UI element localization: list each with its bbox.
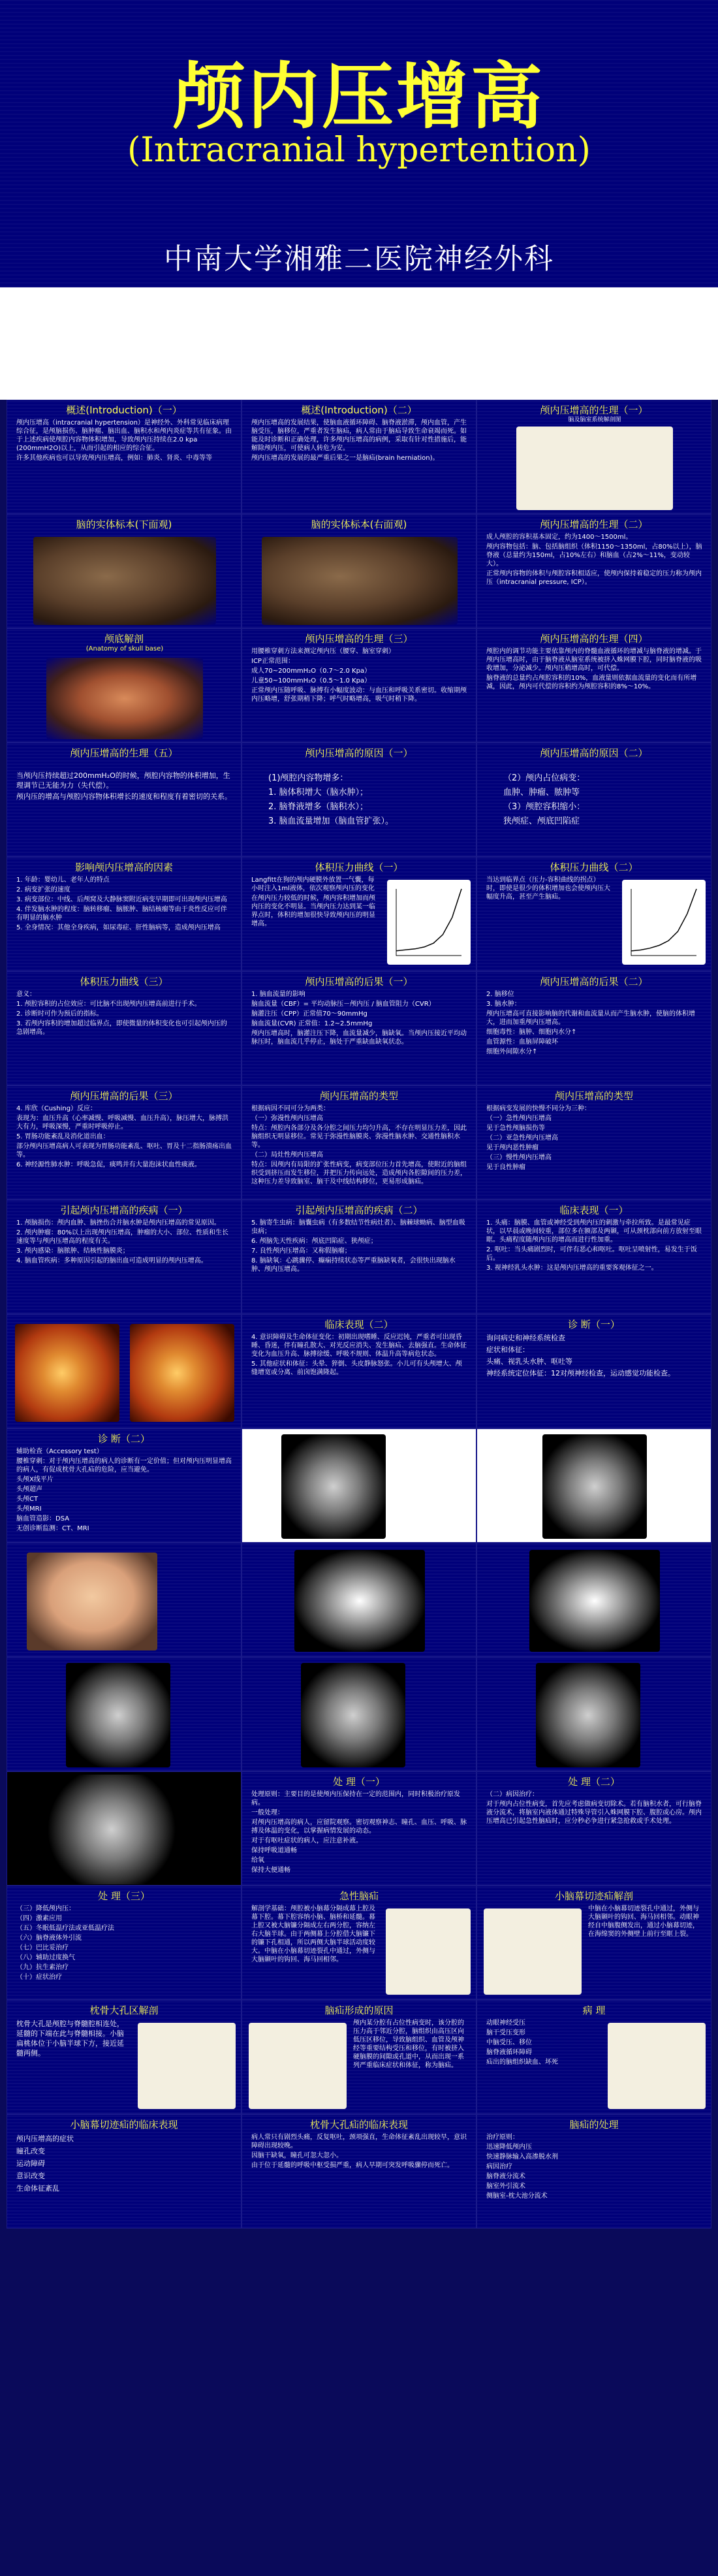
slide-text: 脑灌注压（CPP）正常值70～90mmHg <box>251 1010 367 1018</box>
slide-text: 表现为：血压升高（心率减慢、呼吸减慢、血压升高），脉压增大，脉搏洪大有力，呼吸深慢，严重时呼吸停止。 <box>16 1115 228 1131</box>
infant-hydrocephalus-photo <box>27 1553 157 1650</box>
slide-text: 3. 视神经乳头水肿：这是颅内压增高的重要客观体征之一。 <box>486 1264 658 1272</box>
slide-physiology-3[interactable] <box>242 628 476 743</box>
slide-text: 一般处理： <box>251 1809 284 1816</box>
slide-text: 1. 脑体积增大（脑水肿）； <box>268 788 369 797</box>
pathology-diagram <box>608 2023 706 2109</box>
herniation-diagram <box>386 1908 471 1995</box>
ct-scan-image <box>301 1663 405 1767</box>
slide-title: 脑的实体标本(右面观) <box>311 519 407 530</box>
slide-text: （七）巴比妥治疗 <box>16 1944 69 1952</box>
slide-text: 2. 呕吐：当头痛剧烈时，可伴有恶心和呕吐。呕吐呈喷射性，易发生于饭后。 <box>486 1246 697 1262</box>
slide-title: 颅内压增高的原因（二） <box>540 747 648 759</box>
slide-text: 颅内压增高的发展的最严重后果之一是脑疝(brain herniation)。 <box>251 455 439 462</box>
slide-text: 神经系统定位体征：12对颅神经检查，运动感觉功能检查。 <box>486 1369 675 1377</box>
slide-text: Langfitt在狗的颅内硬膜外放置一气囊，每小时注入1ml液体，依次观察颅内压的变化 <box>251 877 375 892</box>
slide-physiology-2[interactable] <box>476 514 711 628</box>
ct-scan-image <box>536 1663 640 1767</box>
slide-consequences-1[interactable] <box>242 971 476 1086</box>
slide-text: 正常颅内压随呼吸、脉搏有小幅度波动：与血压和呼吸关系密切。收缩期颅内压略增，舒张期稍下降；呼气时略增高，吸气时稍下降。 <box>251 687 467 703</box>
slide-text: 4. 脑血管疾病：多种原因引起的脑出血可造成明显的颅内压增高。 <box>16 1257 208 1264</box>
slide-text: 5. 脑寄生虫病：脑囊虫病（有多数结节性病灶者）、脑棘球蚴病、脑型血吸虫病； <box>251 1219 465 1235</box>
slide-text: 1. 颅腔容积的占位效应：可比脑不出现颅内压增高前进行手术。 <box>16 1001 201 1008</box>
slide-text: 见于颅内恶性肿瘤 <box>486 1144 538 1151</box>
slide-text: 辅助检查（Accessory test） <box>16 1448 103 1455</box>
slide-foramen-magnum-anatomy[interactable] <box>7 2000 242 2114</box>
slide-text: 颅内压增高（intracranial hypertension）是神经外、外科常见临床病理综合征，是颅脑损伤、脑肿瘤、脑出血、脑积水和颅内炎症等共有征象。由于上述疾病使颅腔内容物体积增加，导致颅内压持续在2.0 kpa (200mmH2O)以上，从而引起的相应的综合征。 <box>16 419 232 452</box>
slide-text: 头颅MRI <box>16 1505 42 1513</box>
slide-text: 2. 病变扩张的速度 <box>16 886 70 894</box>
slide-text: 脑血流量(CVR) 正常值：1.2~2.5mmHg <box>251 1020 373 1027</box>
slide-text: （十）症状治疗 <box>16 1974 62 1981</box>
slide-text: 血管源性：血脑屏障破坏 <box>486 1038 558 1046</box>
slide-text: 狭颅症、颅底凹陷症 <box>503 816 580 826</box>
slide-treatment-1[interactable] <box>242 1771 476 1886</box>
slide-text: 瞳孔改变 <box>16 2147 45 2155</box>
slide-diagnosis-1[interactable] <box>476 1314 711 1428</box>
slide-title: 颅内压增高的生理（二） <box>540 519 648 530</box>
slide-text: 枕骨大孔是颅腔与脊髓腔相连处，延髓的下端在此与脊髓相接。小脑扁桃体位于小脑半球下方，接近延髓两侧。 <box>16 2020 124 2057</box>
pressure-volume-curve-svg <box>387 880 471 965</box>
slide-text: 快速静脉输入高渗脱水剂 <box>486 2153 558 2161</box>
slide-herniation-treatment[interactable] <box>476 2114 711 2229</box>
slide-title: 处 理（三） <box>98 1890 150 1902</box>
slide-text: 3. 脑水肿： <box>486 1001 521 1008</box>
slide-ct-4[interactable] <box>242 1657 476 1771</box>
slide-text: 见于良性肿瘤 <box>486 1164 525 1171</box>
slide-tentorial-clinical[interactable] <box>7 2114 242 2229</box>
slide-text: 颅内某分腔有占位性病变时，该分腔的压力高于邻近分腔，脑组织由高压区向低压区移位，导致脑组织、血管及颅神经等重要结构受压和移位，有时被挤入硬脑膜的间隙或孔道中，从而出现一系列严重临床症状和体征，称为脑疝。 <box>353 2020 464 2069</box>
slide-text: 头痛、视乳头水肿、呕吐等 <box>486 1357 572 1366</box>
slide-text: 中脑受压、移位 <box>486 2039 532 2046</box>
slide-subtitle: (Anatomy of skull base) <box>86 645 164 652</box>
slide-physiology-1[interactable] <box>476 400 711 514</box>
slide-text: 对于有呕吐症状的病人，应注意补液。 <box>251 1837 362 1844</box>
slide-ct-5[interactable] <box>476 1657 711 1771</box>
slide-introduction-2[interactable] <box>242 400 476 514</box>
slide-text: 当颅内压持续超过200mmH₂O的时候，颅腔内容物的体积增加，生理调节已无能为力（失代偿）。 <box>16 771 230 790</box>
slide-title: 颅底解剖 <box>104 633 144 645</box>
mri-image <box>294 1550 425 1652</box>
slide-types-1[interactable] <box>242 1086 476 1200</box>
ct-scan-image <box>66 1663 170 1767</box>
slide-treatment-2[interactable] <box>476 1771 711 1886</box>
main-title: 颅内压增高 <box>173 55 545 138</box>
slide-title: 诊 断（一） <box>568 1319 620 1330</box>
slide-pv-curve-2[interactable] <box>476 857 711 971</box>
slide-title: 颅内压增高的后果（三） <box>70 1090 178 1102</box>
slide-text: 中脑在小脑幕切迹裂孔中通过，外侧与大脑颞叶的钩回、海马回相邻。动眼神经自中脑腹侧发出，通过小脑幕切迹，在海绵窦的外侧壁上前行至眶上裂。 <box>588 1905 699 1938</box>
pressure-volume-curve-svg <box>622 880 706 965</box>
slide-physiology-5[interactable] <box>7 743 242 857</box>
pressure-volume-line <box>631 889 696 951</box>
slide-title: 颅内压增高的原因（一） <box>305 747 413 759</box>
slide-title: 颅内压增高的生理（三） <box>305 633 413 645</box>
slide-mri-2[interactable] <box>476 1543 711 1657</box>
slide-causes-2[interactable] <box>476 743 711 857</box>
slide-text: （三）慢性颅内压增高 <box>486 1154 552 1161</box>
slide-text: 保持呼吸道通畅 <box>251 1847 297 1854</box>
slide-herniation-causes[interactable] <box>242 2000 476 2114</box>
pressure-volume-line <box>396 889 461 951</box>
slide-title: 颅内压增高的生理（四） <box>540 633 648 645</box>
slide-text: （八）辅助过度换气 <box>16 1954 75 1961</box>
slide-text: 儿童50~100mmH₂O（0.5～1.0 Kpa） <box>251 677 371 684</box>
slide-text: 脑干受压变形 <box>486 2029 525 2037</box>
slide-title: 颅内压增高的生理（五） <box>70 747 178 759</box>
slide-text: 因脑干缺氧，瞳孔可忽大忽小。 <box>251 2152 343 2159</box>
slide-text: 脑脊液循环障碍 <box>486 2049 532 2056</box>
slide-causes-1[interactable] <box>242 743 476 857</box>
slide-text: 根据病变发展的快慢不同分为三种： <box>486 1105 591 1112</box>
slide-title: 影响颅内压增高的因素 <box>74 861 173 873</box>
slide-diagnosis-2[interactable] <box>7 1428 242 1543</box>
mri-image <box>529 1550 660 1652</box>
slide-clinical-2[interactable] <box>242 1314 476 1428</box>
slide-text: 8. 脑缺氧：心跳骤停、癫痫持续状态等严重脑缺氧者，会很快出现脑水肿、颅内压增高。 <box>251 1257 456 1273</box>
slide-text: 脑室外引流术 <box>486 2183 525 2190</box>
slide-text: （九）抗生素治疗 <box>16 1964 69 1971</box>
slide-grid <box>0 400 718 2576</box>
slide-title: 脑疝形成的原因 <box>324 2004 394 2016</box>
slide-text: （五）冬眠低温疗法或亚低温疗法 <box>16 1925 114 1932</box>
image-caption: 脑及脑室系统解剖图 <box>568 417 621 423</box>
slide-text: 1. 头痛：脑膜、血管或神经受到颅内压的刺激与牵拉所致。是最常见症状，以早晨或晚间较重，部位多在额部及两颞，可从颈枕部向前方放射至眼眶。头痛程度随颅内压的增高而进行性加重。 <box>486 1219 702 1244</box>
slide-text: 颅腔内的调节功能主要依靠颅内的脊髓血液循环的增减与脑脊液的增减。于颅内压增高时，由于脑脊液从脑室系统被挤入蛛网膜下腔，同时脑脊液的吸收增加，分泌减少。颅内压稍增高时，可代偿。 <box>486 648 702 672</box>
chart-axes <box>631 889 696 956</box>
slide-text: 见于急性颅脑损伤等 <box>486 1125 545 1132</box>
slide-title: 引起颅内压增高的疾病（一） <box>60 1204 188 1216</box>
slide-text: 特点：因颅内有局限的扩张性病变，病变部位压力首先增高，使附近的脑组织受到挤压而发生移位，并把压力传向远处，造成颅内各腔隙间的压力差，这种压力差导致脑室、脑干及中线结构移位，更易形成脑疝。 <box>251 1161 467 1185</box>
slide-text: 3. 脑血流量增加（脑血管扩张）。 <box>268 816 394 826</box>
slide-text: 3. 若颅内容积的增加超过临界点，即使微量的体积变化也可引起颅内压的急剧增高。 <box>16 1020 227 1036</box>
slide-title: 颅内压增高的生理（一） <box>540 404 648 416</box>
slide-brain-specimen-inferior[interactable] <box>7 514 242 628</box>
slide-title: 枕骨大孔疝的临床表现 <box>309 2119 408 2131</box>
slide-text: 2. 脑脊液增多（脑积水）； <box>268 802 369 812</box>
ct-scan-image <box>46 1775 177 1884</box>
slide-text: 血肿、肿瘤、脓肿等 <box>503 788 580 797</box>
fundus-photo-right <box>130 1324 234 1422</box>
slide-text: （一）弥漫性颅内压增高 <box>251 1115 323 1122</box>
slide-text: 6. 颅脑先天性疾病：颅底凹陷症、狭颅症； <box>251 1238 377 1245</box>
slide-types-2[interactable] <box>476 1086 711 1200</box>
slide-title: 枕骨大孔区解剖 <box>89 2004 159 2016</box>
slide-text: 3. 病变部位：中线、后颅窝及大静脉窦附近病变早期即可出现颅内压增高 <box>16 896 227 903</box>
skull-base-image <box>46 658 203 739</box>
slide-text: 4. 意识障碍及生命体征变化：初期出现嗜睡、反应迟钝，严重者可出现昏睡、昏迷，伴有瞳孔散大、对光反应消失、发生脑疝、去脑强直。生命体征变化为血压升高、脉搏徐缓、呼吸不规则、体温升高等病危状态。 <box>251 1334 467 1358</box>
slide-title: 概述(Introduction)（一） <box>66 404 182 416</box>
slide-text: 意识改变 <box>16 2172 45 2180</box>
slide-text: 用腰椎穿刺方法来测定颅内压（腰穿、脑室穿刺） <box>251 648 395 655</box>
slide-text: 保持大便通畅 <box>251 1867 290 1874</box>
slide-title: 小脑幕切迹疝解剖 <box>554 1890 633 1902</box>
slide-text: 运动障碍 <box>16 2159 45 2168</box>
slide-text: （一）急性颅内压增高 <box>486 1115 552 1122</box>
slide-text: 许多其他疾病也可以导致颅内压增高，例如：肺炎、肾炎、中毒等等 <box>16 455 212 462</box>
slide-text: 成人70~200mmH₂O（0.7～2.0 Kpa） <box>251 668 371 675</box>
slide-consequences-3[interactable] <box>7 1086 242 1200</box>
slide-text: 特点：颅腔内各部分及各分腔之间压力均匀升高，不存在明显压力差，因此脑组织无明显移位。常见于弥漫性脑膜炎、弥漫性脑水肿、交通性脑积水等。 <box>251 1125 467 1149</box>
slide-infant-photo[interactable] <box>7 1543 242 1657</box>
slide-text: 1. 年龄：婴幼儿、老年人的特点 <box>16 877 110 884</box>
slide-text: （四）激素应用 <box>16 1915 62 1922</box>
slide-text: 颅内压的增高与颅腔内容物体积增长的速度和程度有着密切的关系。 <box>16 792 232 801</box>
foramen-magnum-diagram <box>138 2023 236 2109</box>
slide-text: 解剖学基础：颅腔被小脑幕分隔成幕上腔及幕下腔。幕下腔容纳小脑、脑桥和延髓。幕上腔又被大脑镰分隔成左右两分腔，容纳左右大脑半球。由于两侧幕上分腔借大脑镰下的镰下孔相通，所以两侧大脑半球活动度较大。中脑在小脑幕切迹裂孔中通过，外侧与大脑颞叶的钩回、海马回相邻。 <box>251 1905 375 1963</box>
slide-diseases-2[interactable] <box>242 1200 476 1314</box>
slide-text: （二）局灶性颅内压增高 <box>251 1151 323 1159</box>
slide-text: 成人颅腔的容积基本固定，约为1400～1500ml。 <box>486 534 632 541</box>
slide-text: 部分颅内压增高病人可表现为胃肠功能紊乱、呕吐、胃及十二指肠溃疡出血等。 <box>16 1143 232 1159</box>
slide-text: （3）颅腔容积缩小： <box>503 802 585 812</box>
slide-text: 当达到临界点（压力-容积曲线的拐点）时，即使是很少的体积增加也会使颅内压大幅度升高，甚至产生脑疝。 <box>486 877 610 901</box>
slide-ct-scans-1[interactable] <box>242 1428 476 1543</box>
slide-ct-scans-2[interactable] <box>476 1428 711 1543</box>
slide-text: 病人常只有剧烈头痛，反复呕吐，颈项强直，生命体征紊乱出现较早，意识障碍出现较晚。 <box>251 2134 467 2149</box>
slide-text: 处理原则：主要目的是使颅内压保持在一定的范围内，同时积极治疗原发病。 <box>251 1791 460 1807</box>
slide-title: 体积压力曲线（二） <box>550 861 638 873</box>
slide-ct-3[interactable] <box>7 1657 242 1771</box>
slide-text: 病因治疗 <box>486 2163 512 2170</box>
slide-diseases-1[interactable] <box>7 1200 242 1314</box>
slide-text: 头颅CT <box>16 1496 39 1503</box>
slide-text: 4. 伴发脑水肿的程度：脑转移瘤、脑脓肿、脑结核瘤等由于炎性反应可伴有明显的脑水肿 <box>16 906 227 922</box>
slide-text: 头颅X线平片 <box>16 1476 54 1483</box>
slide-text: 脑血流量（CBF）= 平均动脉压－颅内压 / 脑血管阻力（CVR） <box>251 1001 435 1008</box>
slide-influencing-factors[interactable] <box>7 857 242 971</box>
slide-introduction-1[interactable] <box>7 400 242 514</box>
slide-text: 询问病史和神经系统检查 <box>486 1334 565 1342</box>
slide-text: 给氧 <box>251 1857 264 1864</box>
slide-title: 诊 断（二） <box>98 1433 150 1445</box>
slide-text: （二）亚急性颅内压增高 <box>486 1135 558 1142</box>
slide-title: 引起颅内压增高的疾病（二） <box>295 1204 423 1216</box>
slide-text: (1)颅腔内容物增多： <box>268 773 349 783</box>
slide-text: 4. 库欣（Cushing）反应： <box>16 1105 97 1112</box>
slide-title: 临床表现（一） <box>559 1204 629 1216</box>
slide-tentorial-anatomy[interactable] <box>476 1886 711 2000</box>
slide-acute-herniation[interactable] <box>242 1886 476 2000</box>
slide-text: 1. 脑血流量的影响 <box>251 991 305 998</box>
slide-title: 处 理（一） <box>333 1776 385 1788</box>
slide-text: 颅内压增高的症状 <box>16 2134 74 2143</box>
slide-text: 3. 颅内感染：脑脓肿、结核性脑膜炎； <box>16 1248 129 1255</box>
slide-title: 脑的实体标本(下面观) <box>76 519 172 530</box>
slide-text: （2）颅内占位病变： <box>503 773 585 783</box>
slide-text: 5. 胃肠功能紊乱及消化道出血： <box>16 1133 110 1140</box>
slide-title: 脑疝的处理 <box>569 2119 619 2131</box>
slide-text: 2. 诊断时可作为预后的指标。 <box>16 1010 103 1018</box>
slide-mri-1[interactable] <box>242 1543 476 1657</box>
slide-text: 无创诊断监测：CT、MRI <box>16 1525 89 1532</box>
ct-scan-image <box>542 1434 647 1539</box>
slide-text: 颅内容物包括：脑、包括脑组织（体积1150～1350ml，占80%以上），脑脊液（总量约为150ml，占10%左右）和脑血（占2%～11%，变动较大）。 <box>486 543 702 568</box>
slide-title: 颅内压增高的类型 <box>319 1090 398 1102</box>
slide-text: （三）降低颅内压： <box>16 1905 75 1912</box>
slide-fundus-photos[interactable] <box>7 1314 242 1428</box>
slide-text: 1. 颅脑损伤：颅内血肿、脑挫伤合并脑水肿是颅内压增高的常见原因。 <box>16 1219 221 1227</box>
slide-brain-specimen-lateral[interactable] <box>242 514 476 628</box>
department-subtitle: 中南大学湘雅二医院神经外科 <box>164 242 554 276</box>
slide-text: 5. 全身情况：其他全身疾病，如尿毒症、肝性脑病等，造成颅内压增高 <box>16 924 221 931</box>
slide-text: 6. 神经源性肺水肿：呼吸急促，痰鸣并有大量泡沫状血性痰液。 <box>16 1161 201 1168</box>
slide-text: 颅内压增高时，脑灌注压下降，血流量减少，脑缺氧。当颅内压接近平均动脉压时，脑血流几乎停止，脑处于严重缺血缺氧状态。 <box>251 1030 467 1046</box>
slide-text: 脑血管造影：DSA <box>16 1515 70 1522</box>
slide-title: 临床表现（二） <box>324 1319 394 1330</box>
slide-text: 正常颅内容物的体积与颅腔容积相适应，使颅内保持着稳定的压力称为颅内压（intracranial pressure, ICP）。 <box>486 570 702 586</box>
ct-scan-image <box>281 1434 386 1539</box>
slide-text: 迅速降低颅内压 <box>486 2144 532 2151</box>
brain-anatomy-diagram <box>516 427 673 510</box>
slide-pathology[interactable] <box>476 2000 711 2114</box>
brain-specimen-image <box>262 537 458 625</box>
fundus-photo-left <box>15 1324 119 1422</box>
slide-text: 意义： <box>16 991 36 998</box>
slide-treatment-3[interactable] <box>7 1886 242 2000</box>
slide-text: 由于位于延髓的呼吸中枢受损严重，病人早期可突发呼吸骤停而死亡。 <box>251 2162 454 2169</box>
slide-text: 颅内压增高可直接影响脑的代谢和血流量从而产生脑水肿，使脑的体积增大，进而加重颅内压增高。 <box>486 1010 695 1026</box>
slide-title: 体积压力曲线（三） <box>80 976 168 988</box>
slide-text: 细胞外间隙水分↑ <box>486 1048 538 1055</box>
slide-title: 小脑幕切迹疝的临床表现 <box>70 2119 178 2131</box>
slide-pv-curve-1[interactable] <box>242 857 476 971</box>
slide-title: 颅内压增高的类型 <box>554 1090 633 1102</box>
pressure-volume-chart-a <box>387 880 471 965</box>
slide-title: 病 理 <box>582 2004 606 2016</box>
slide-consequences-2[interactable] <box>476 971 711 1086</box>
slide-ct-6[interactable] <box>7 1771 242 1886</box>
slide-text: 动眼神经受压 <box>486 2020 525 2027</box>
slide-text: 腰椎穿刺：对于颅内压增高的病人的诊断有一定价值；但对颅内压明显增高的病人，有促成枕骨大孔疝的危险，应当避免。 <box>16 1458 232 1473</box>
herniation-cause-diagram <box>249 2023 347 2109</box>
slide-title: 概述(Introduction)（二） <box>301 404 417 416</box>
slide-text: 颅内压增高的发展结果，使脑血液循环障碍、脑脊液淤滞，颅内血管，产生脑受压，脑移位，严重者发生脑疝，病人常由于脑疝导致生命衰竭而死。如能及时诊断和正确处理，许多颅内压增高的病例，采取有针对性措施后，能解除颅内压，可使病人转危为安。 <box>251 419 467 452</box>
slide-text: 头颅超声 <box>16 1486 42 1493</box>
slide-text: （二）病因治疗： <box>486 1791 538 1798</box>
slide-text: 侧脑室-枕大池分流术 <box>486 2193 548 2200</box>
slide-text: 疝出的脑组织缺血、坏死 <box>486 2059 558 2066</box>
slide-text: 脑脊液的总量约占颅腔容积的10%，血液量则依据血流量的变化而有所增减，因此，颅内可代偿的容积约为颅腔容积的8%～10%。 <box>486 675 697 690</box>
slide-text: 治疗原则： <box>486 2134 519 2141</box>
tentorium-diagram <box>484 1908 582 1995</box>
slide-text: ICP正常范围： <box>251 658 294 665</box>
slide-text: 5. 其他症状和体征：头晕、猝倒、头皮静脉怒张。小儿可有头颅增大、颅缝增宽或分离、前囟饱满隆起。 <box>251 1360 462 1376</box>
english-title: (Intracranial hypertention) <box>127 131 591 170</box>
slide-title: 颅内压增高的后果（一） <box>305 976 413 988</box>
slide-title: 体积压力曲线（一） <box>315 861 403 873</box>
slide-title: 处 理（二） <box>568 1776 620 1788</box>
slide-text: 对于颅内占位性病变，首先应考虑做病变切除术。若有脑积水者，可行脑脊液分流术，将脑室内液体通过特殊导管引入蛛网膜下腔、腹腔或心房。颅内压增高已引起急性脑疝时，应分秒必争进行紧急抢救或手术处理。 <box>486 1801 702 1825</box>
slide-text: 生命体征紊乱 <box>16 2184 59 2193</box>
brain-specimen-image <box>33 537 216 625</box>
slide-text: 7. 良性颅内压增高：又称假脑瘤； <box>251 1248 351 1255</box>
slide-text: 2. 脑移位 <box>486 991 514 998</box>
slide-pv-curve-3[interactable] <box>7 971 242 1086</box>
slide-text: 脑脊液分流术 <box>486 2173 525 2180</box>
slide-physiology-4[interactable] <box>476 628 711 743</box>
slide-text: 在颅内压力较低的时候，颅内容积增加而颅内压的变化不明显。当颅内压力达到某一临界点时，体积的增加很快导致颅内压的明显增高。 <box>251 895 375 927</box>
slide-clinical-1[interactable] <box>476 1200 711 1314</box>
slide-text: （六）脑脊液体外引流 <box>16 1935 82 1942</box>
slide-text: 细胞毒性：脑肿、细胞内水分↑ <box>486 1029 577 1036</box>
slide-title: 颅内压增高的后果（二） <box>540 976 648 988</box>
title-slide <box>0 0 718 287</box>
pressure-volume-chart-b <box>622 880 706 965</box>
slide-text: 根据病因不同可分为两类： <box>251 1105 330 1112</box>
slide-text: 2. 颅内肿瘤：80%以上出现颅内压增高，肿瘤的大小、部位、性质和生长速度等与颅内压增高的程度有关。 <box>16 1229 228 1245</box>
slide-text: 症状和体征： <box>486 1345 529 1354</box>
slide-foramen-clinical[interactable] <box>242 2114 476 2229</box>
slide-skull-base[interactable] <box>7 628 242 743</box>
slide-title: 急性脑疝 <box>339 1890 379 1902</box>
slide-text: 对颅内压增高的病人，应留院观察。密切观察神志、瞳孔、血压、呼吸、脉搏及体温的变化，以掌握病情发展的动态。 <box>251 1819 467 1835</box>
